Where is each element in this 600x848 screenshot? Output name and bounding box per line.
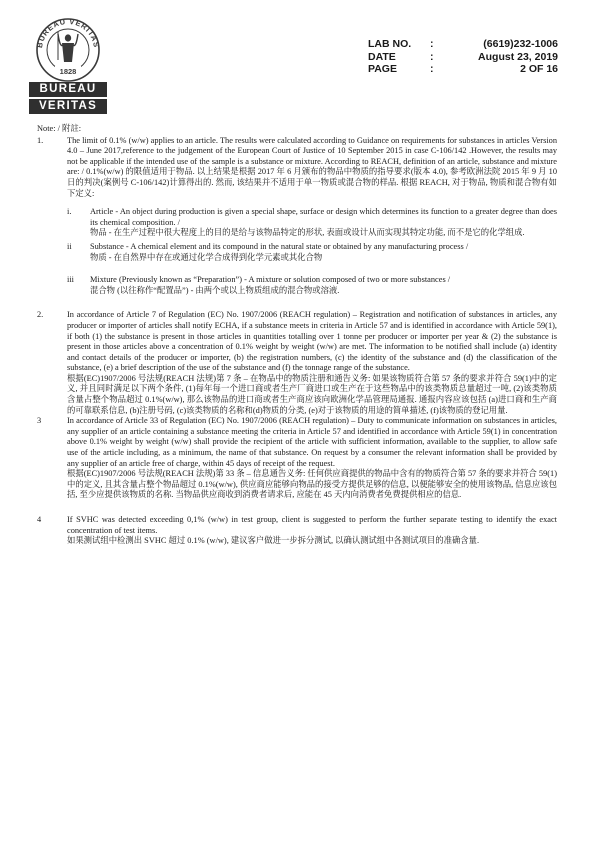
definition-text-zh: 物品 - 在生产过程中很大程度上的目的是给与该物品特定的形状, 表面或设计从而实现其特定功能, 而不是它的化学组成.	[90, 228, 525, 238]
definition-text-en: Substance - A chemical element and its compound in the natural state or obtained by any manufacturing process /	[90, 241, 469, 251]
logo-year: 1828	[59, 67, 77, 76]
note-text-zh: 根据(EC)1907/2006 号法规(REACH 法规)第 33 条 – 信息通告义务: 任何供应商提供的物品中含有的物质符合第 57 条的要求并符合 59(1)中的定义, 且其含量占整个物品超过 0.1%(w/w), 供应商应能够向物品的接受方提供足够的信息, 以便能够安全的使用该物品, 信息应该包括, 至少应提供该物质的名称. 当物品供应商收到消费者请求后, 应能在 45 天内向消费者免费提供相应的信息.	[67, 469, 557, 500]
header-row-page	[368, 63, 558, 76]
note-text: The limit of 0.1% (w/w) applies to an article. The results were calculated according to Guidance on requirements for substances in articles Version 4.0 – June 2017,reference to the judgement of the European Court of Justice of 10 September 2015 in case C-106/142 .However, the results may not be applicable if the intended use of the sample is a substance or mixture. According to REACH, definition of an article, substance and mixture are: / 0.1%(w/w) 的限值适用于物品. 以上结果是根据 2017 年 6 月颁布的物品中物质的指导要求(版本 4.0), 参考欧洲法院 2015 年 9 月 10 日的判决(案例号 C-106/142)计算得出的. 然而, 该结果并不适用于单一物质或混合物的样品. 根据 REACH, 对于物品, 物质和混合物有如下定义:	[67, 135, 557, 198]
note-number: 2.	[37, 310, 44, 320]
definition-text-zh: 混合物 (以往称作“配置品”) - 由两个或以上物质组成的混合物或溶液.	[90, 285, 340, 295]
note-number: 1.	[37, 135, 44, 145]
lab-no-value: (6619)232-1006	[483, 38, 558, 50]
notes-title: Note: / 附註:	[37, 124, 82, 133]
report-header	[368, 38, 558, 76]
note-text: If SVHC was detected exceeding 0,1% (w/w) in test group, client is suggested to perform the further separate testing to identify the exact concentration of test items.	[67, 515, 557, 535]
definition-number: iii	[67, 275, 74, 285]
header-row-lab-no	[368, 38, 558, 51]
note-item	[37, 416, 557, 501]
note-item	[37, 515, 557, 547]
bureau-veritas-logo	[22, 10, 114, 114]
definition-text-en: Mixture (Previously known as “Preparation”) - A mixture or solution composed of two or more substances /	[90, 275, 451, 285]
header-row-date	[368, 51, 558, 64]
logo-band-top: BUREAU	[29, 82, 107, 97]
note-number: 3	[37, 416, 42, 426]
definition-number: i.	[67, 207, 72, 217]
lab-no-colon: :	[430, 38, 434, 50]
page-colon: :	[430, 63, 434, 75]
definition-item	[67, 207, 557, 239]
definition-number: ii	[67, 241, 72, 251]
notes-section	[37, 124, 557, 547]
definition-text-zh: 物质 - 在自然界中存在或通过化学合成得到化学元素或其化合物	[90, 252, 323, 262]
definition-item	[67, 242, 557, 263]
date-colon: :	[430, 50, 434, 63]
page-value: 2 OF 16	[520, 63, 558, 75]
note-item	[37, 136, 557, 297]
note-number: 4	[37, 515, 42, 524]
note-text: In accordance of Article 7 of Regulation (EC) No. 1907/2006 (REACH regulation) – Registration and notification of substances in articles, any producer or importer of articles shall notify ECHA, if a substance meets in criteria in Article 57 and is identified in accordance with Article 59(1), if both (1) the substance is present in those articles in quantities totalling over 1 tonne per producer or importer per year & (2) the substance is present in those articles above a concentration of 0.1% weight by weight (w/w) are met. The information to be notified shall include (a) identity and contact details of the producer or importer, (b) the registration numbers, (c) the identity of the substance and (d) the classification of the substance, (e) a brief description of the use of the substance and (f) the tonnage range of the substance.	[67, 310, 557, 373]
definition-text-en: Article - An object during production is given a special shape, surface or design which determines its function to a greater degree than does its chemical composition. /	[90, 207, 557, 227]
logo-band-bottom: VERITAS	[29, 99, 107, 114]
logo-seal-icon	[22, 10, 114, 82]
page-label: PAGE	[368, 63, 397, 75]
note-text: In accordance of Article 33 of Regulation (EC) No. 1907/2006 (REACH regulation) – Duty to communicate information on substances in articles, any supplier of an article containing a substance meeting the criteria in Article 57 and identified in accordance with Article 59(1) in concentration above 0.1% weight by weight (w/w) shall provide the recipient of the article with sufficient information, available to the supplier, to allow safe use of the article including, as a minimum, the name of that substance. On request by a consumer the relevant information shall be provided by any supplier of an article free of charge, within 45 days of receipt of the request.	[67, 416, 557, 468]
note-item	[37, 310, 557, 416]
definition-item	[67, 275, 557, 296]
note-text-zh: 如果测试组中检测出 SVHC 超过 0.1% (w/w), 建议客户做进一步拆分测试, 以确认测试组中各测试项目的准确含量.	[67, 536, 480, 546]
note-text-zh: 根据(EC)1907/2006 号法规(REACH 法规)第 7 条 – 在物品中的物质注册和通告义务: 如果该物质符合第 57 条的要求并符合 59(1)中的定义, 并且同时满足以下两个条件, (1)每年每一个进口商或者生产厂商进口或生产在于这些物品中的该类物质总量超过一吨, (2)该类物质含量占整个物品超过 0.1%(w/w), 那么该物品的进口商或者生产商应该向欧洲化学品管理局通报. 通报内容应该包括 (a)进口商和生产商的可靠联系信息, (b)注册号码, (c)该类物质的名称和(d)物质的分类, (e)对于该物质的用途的简单描述, (f)该物质的登记用量.	[67, 373, 557, 415]
svg-text:BUREAU VERITAS: BUREAU VERITAS	[34, 16, 101, 49]
date-label: DATE	[368, 50, 396, 63]
lab-no-label: LAB NO.	[368, 38, 412, 50]
date-value: August 23, 2019	[478, 50, 558, 63]
